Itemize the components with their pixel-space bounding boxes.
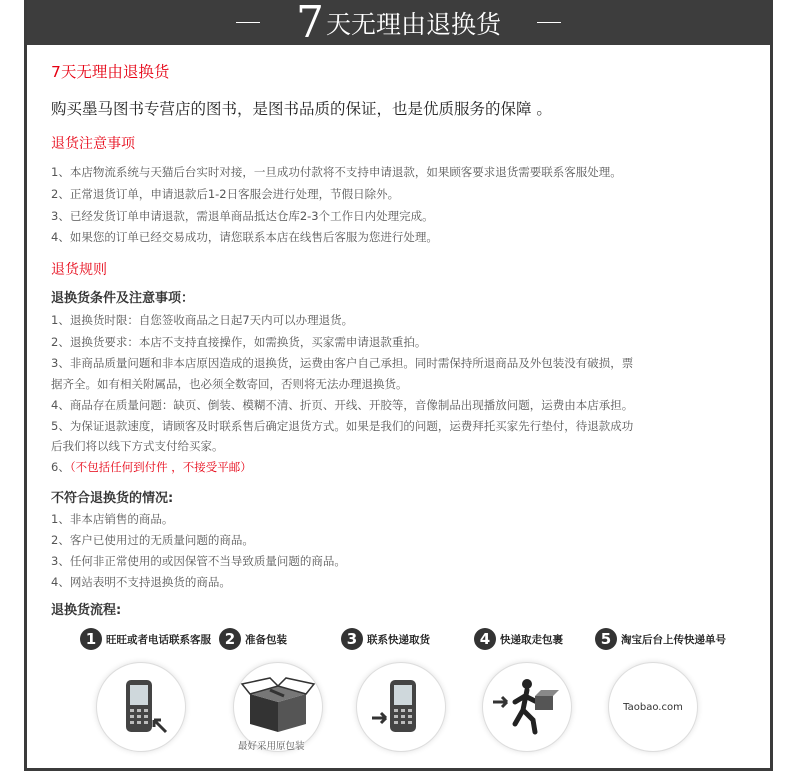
phone-icon — [356, 662, 446, 752]
taobao-text: Taobao.com — [623, 701, 683, 713]
step-label: 快递取走包裹 — [500, 633, 563, 646]
notice-item: 2、正常退货订单，申请退款后1-2日客服会进行处理，节假日除外。 — [51, 187, 400, 201]
step-number: 2 — [219, 628, 241, 650]
noreturn-item: 4、网站表明不支持退换货的商品。 — [51, 575, 231, 589]
step-number: 4 — [474, 628, 496, 650]
rules-item: 后我们将以线下方式支付给买家。 — [51, 439, 224, 453]
header-dash-right — [537, 22, 561, 23]
phone-icon — [96, 662, 186, 752]
step-label: 淘宝后台上传快递单号 — [621, 633, 726, 646]
step-3 — [341, 628, 430, 650]
process-steps — [78, 628, 768, 768]
noreturn-item: 3、任何非正常使用的或因保管不当导致质量问题的商品。 — [51, 554, 346, 568]
step-number: 5 — [595, 628, 617, 650]
rules-subtitle: 退换货条件及注意事项： — [51, 291, 195, 306]
notice-title: 退货注意事项 — [51, 136, 135, 152]
step-label: 联系快递取货 — [367, 633, 430, 646]
header-title: 天无理由退换货 — [325, 9, 501, 39]
rules-item: 3、非商品质量问题和非本店原因造成的退换货，运费由客户自己承担。同时需保持所退商品及外包装没有破损，票 — [51, 356, 634, 370]
rules-item-6-prefix: 6、 — [51, 460, 70, 474]
notice-item: 1、本店物流系统与天猫后台实时对接，一旦成功付款将不支持申请退款，如果顾客要求退货需要联系客服处理。 — [51, 165, 622, 179]
step-2 — [219, 628, 287, 650]
rules-item-6 — [51, 459, 252, 475]
rules-item: 1、退换货时限：自您签收商品之日起7天内可以办理退货。 — [51, 313, 354, 327]
package-note: 最好采用原包装 — [238, 741, 305, 752]
process-title: 退换货流程: — [51, 603, 122, 618]
courier-icon — [482, 662, 572, 752]
step-label: 旺旺或者电话联系客服 — [106, 633, 211, 646]
rules-item: 据齐全。如有相关附属品，也必须全数寄回，否则将无法办理退换货。 — [51, 377, 408, 391]
intro-text: 购买墨马图书专营店的图书，是图书品质的保证，也是优质服务的保障 。 — [51, 100, 552, 118]
header-dash-left — [236, 22, 260, 23]
step-4 — [474, 628, 563, 650]
intro-title: 7天无理由退换货 — [51, 63, 170, 81]
step-label: 准备包装 — [245, 633, 287, 646]
rules-item: 4、商品存在质量问题：缺页、倒装、模糊不清、折页、开线、开胶等，音像制品出现播放问题，运费由本店承担。 — [51, 398, 634, 412]
taobao-icon — [608, 662, 698, 752]
rules-title: 退货规则 — [51, 262, 107, 278]
step-5 — [595, 628, 726, 650]
header-seven: 7 — [295, 0, 324, 48]
step-number: 3 — [341, 628, 363, 650]
noreturn-item: 2、客户已使用过的无质量问题的商品。 — [51, 533, 254, 547]
rules-item-6-red: （不包括任何到付件 ，不接受平邮） — [69, 460, 252, 474]
notice-item: 3、已经发货订单申请退款，需退单商品抵达仓库2-3个工作日内处理完成。 — [51, 209, 434, 223]
rules-item: 5、为保证退款速度，请顾客及时联系售后确定退货方式。如果是我们的问题，运费拜托买家先行垫付，待退款成功 — [51, 419, 634, 433]
notice-item: 4、如果您的订单已经交易成功，请您联系本店在线售后客服为您进行处理。 — [51, 230, 438, 244]
noreturn-title: 不符合退换货的情况: — [51, 491, 174, 506]
page-header — [27, 0, 770, 48]
rules-item: 2、退换货要求：本店不支持直接操作，如需换货，买家需申请退款重拍。 — [51, 335, 427, 349]
step-1 — [80, 628, 211, 650]
noreturn-item: 1、非本店销售的商品。 — [51, 512, 174, 526]
step-number: 1 — [80, 628, 102, 650]
